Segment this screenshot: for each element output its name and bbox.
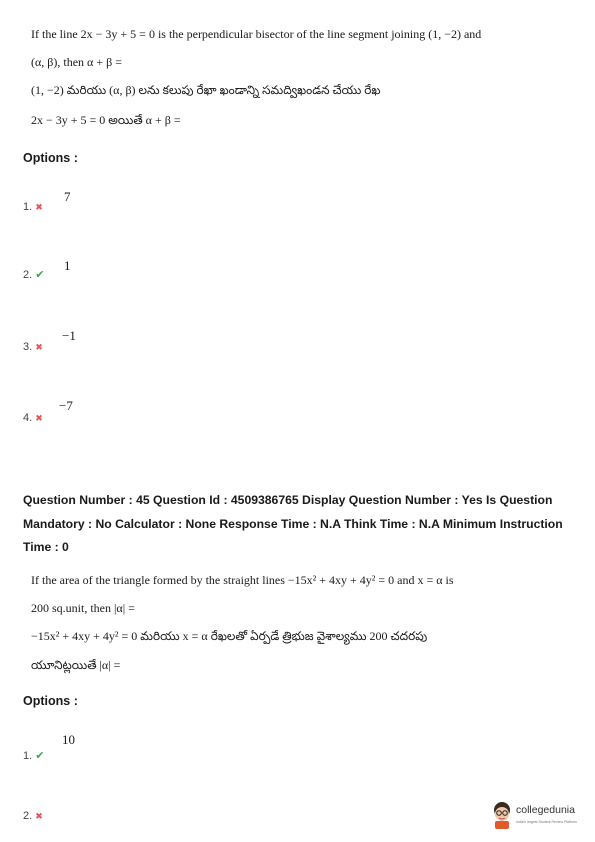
- question-text-telugu-line: (1, −2) మరియు (α, β) లను కలుపు రేఖా ఖండాన్ని సమద్విఖండన చేయు రేఖ: [31, 83, 381, 97]
- check-icon: ✔: [35, 269, 45, 281]
- question-meta-line: Time : 0: [23, 540, 69, 554]
- collegedunia-logo: [490, 800, 590, 834]
- option-1-number: 1. ✔: [23, 750, 45, 762]
- options-heading: Options :: [23, 694, 78, 708]
- question-text-line: (α, β), then α + β =: [31, 55, 122, 69]
- option-2-value: 1: [64, 258, 71, 273]
- check-icon: ✔: [35, 750, 45, 762]
- option-1-value: 10: [62, 732, 75, 747]
- question-text-telugu-line: −15x² + 4xy + 4y² = 0 మరియు x = α రేఖలతో ఏర్పడే త్రిభుజ వైశాల్యము 200 చదరపు: [31, 629, 428, 643]
- option-4-value: −7: [59, 398, 73, 413]
- cross-icon: ✖: [35, 202, 43, 212]
- question-meta-line: Mandatory : No Calculator : None Response Time : N.A Think Time : N.A Minimum Instruction: [23, 517, 563, 531]
- question-text-telugu-line: 2x − 3y + 5 = 0 అయితే α + β =: [31, 113, 181, 127]
- question-text-line: 200 sq.unit, then |α| =: [31, 601, 135, 615]
- logo-wordmark: collegedunia: [516, 804, 575, 816]
- logo-tagline: India's largest Student Review Platform: [516, 820, 577, 824]
- option-2-number: 2. ✔: [23, 269, 45, 281]
- cross-icon: ✖: [35, 811, 43, 821]
- option-1-value: 7: [64, 189, 71, 204]
- question-meta-line: Question Number : 45 Question Id : 4509386765 Display Question Number : Yes Is Question: [23, 493, 553, 507]
- mascot-icon: [490, 800, 514, 830]
- question-text-telugu-line: యూనిట్లయితే |α| =: [31, 658, 121, 672]
- option-1-number: 1. ✖: [23, 201, 43, 213]
- option-2-number: 2. ✖: [23, 810, 43, 822]
- options-heading: Options :: [23, 151, 78, 165]
- cross-icon: ✖: [35, 342, 43, 352]
- option-3-value: −1: [62, 328, 76, 343]
- option-3-number: 3. ✖: [23, 341, 43, 353]
- option-4-number: 4. ✖: [23, 412, 43, 424]
- question-text-line: If the line 2x − 3y + 5 = 0 is the perpendicular bisector of the line segment joining (1, −2) and: [31, 27, 482, 41]
- question-text-line: If the area of the triangle formed by the straight lines −15x² + 4xy + 4y² = 0 and x = α is: [31, 573, 454, 587]
- cross-icon: ✖: [35, 413, 43, 423]
